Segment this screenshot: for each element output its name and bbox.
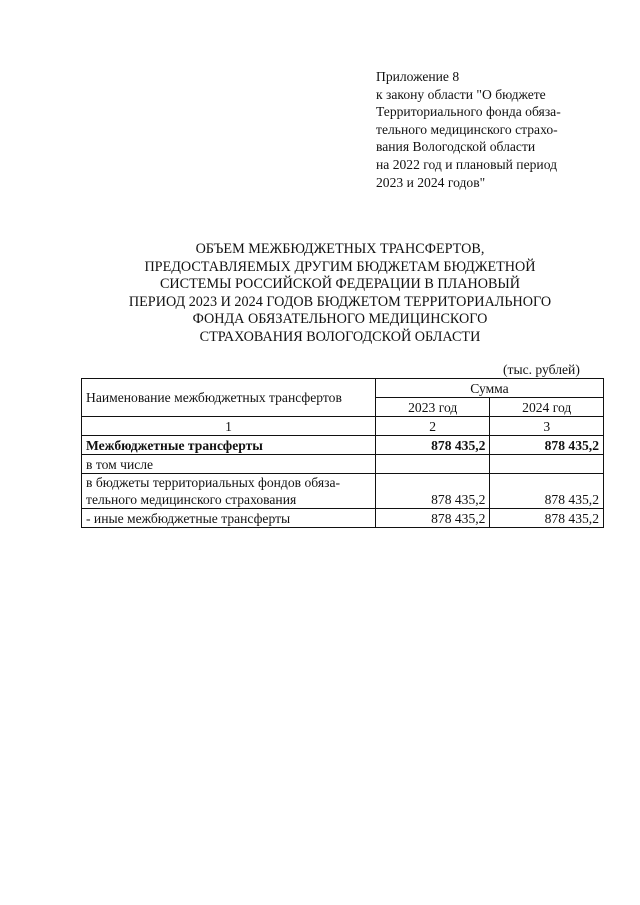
row-name-line: в том числе [86, 456, 154, 472]
appendix-line: Приложение 8 [376, 69, 460, 84]
appendix-line: вания Вологодской области [376, 139, 536, 155]
column-numbers-row [82, 417, 604, 436]
title-line: СИСТЕМЫ РОССИЙСКОЙ ФЕДЕРАЦИИ В ПЛАНОВЫЙ [159, 276, 521, 292]
appendix-note [376, 68, 616, 191]
row-name [82, 436, 376, 455]
row-value-2024: 878 435,2 [490, 474, 604, 509]
row-name [82, 474, 376, 509]
appendix-line: 2023 и 2024 годов" [376, 174, 486, 190]
title-line: ПРЕДОСТАВЛЯЕМЫХ ДРУГИМ БЮДЖЕТАМ БЮДЖЕТНОЙ [144, 258, 536, 275]
header-year-2024: 2024 год [490, 398, 604, 417]
table-row [82, 474, 604, 509]
title-line: ФОНДА ОБЯЗАТЕЛЬНОГО МЕДИЦИНСКОГО [192, 311, 488, 327]
row-value-2023: 878 435,2 [375, 509, 490, 528]
appendix-line: тельного медицинского страхо- [376, 121, 558, 137]
header-row [82, 379, 604, 398]
units-label: (тыс. рублей) [503, 362, 580, 377]
row-name-line: - иные межбюджетные трансферты [86, 510, 291, 526]
title-line: СТРАХОВАНИЯ ВОЛОГОДСКОЙ ОБЛАСТИ [199, 328, 481, 345]
column-number: 2 [375, 417, 490, 436]
row-value-2023 [375, 455, 490, 474]
row-name [82, 455, 376, 474]
column-number: 3 [490, 417, 604, 436]
appendix-line: на 2022 год и плановый период [376, 156, 558, 172]
header-year-2023: 2023 год [375, 398, 490, 417]
row-name [82, 509, 376, 528]
row-value-2024 [490, 455, 604, 474]
appendix-line: Территориального фонда обяза- [376, 104, 561, 120]
transfers-table [81, 378, 604, 528]
title-line: ОБЪЕМ МЕЖБЮДЖЕТНЫХ ТРАНСФЕРТОВ, [195, 241, 485, 257]
table-row [82, 455, 604, 474]
row-name-line: в бюджеты территориальных фондов обяза- [86, 475, 341, 490]
table-row [82, 436, 604, 455]
row-name-line: Межбюджетные трансферты [86, 437, 263, 453]
document-title [80, 241, 600, 346]
row-name-line: тельного медицинского страхования [86, 492, 297, 507]
header-name: Наименование межбюджетных трансфертов [82, 379, 376, 417]
row-value-2024: 878 435,2 [490, 436, 604, 455]
row-value-2023: 878 435,2 [375, 436, 490, 455]
row-value-2024: 878 435,2 [490, 509, 604, 528]
column-number: 1 [82, 417, 376, 436]
table-row [82, 509, 604, 528]
appendix-line: к закону области "О бюджете [376, 86, 546, 102]
row-value-2023: 878 435,2 [375, 474, 490, 509]
title-line: ПЕРИОД 2023 И 2024 ГОДОВ БЮДЖЕТОМ ТЕРРИТОРИАЛЬНОГО [128, 293, 552, 310]
header-sum: Сумма [375, 379, 603, 398]
